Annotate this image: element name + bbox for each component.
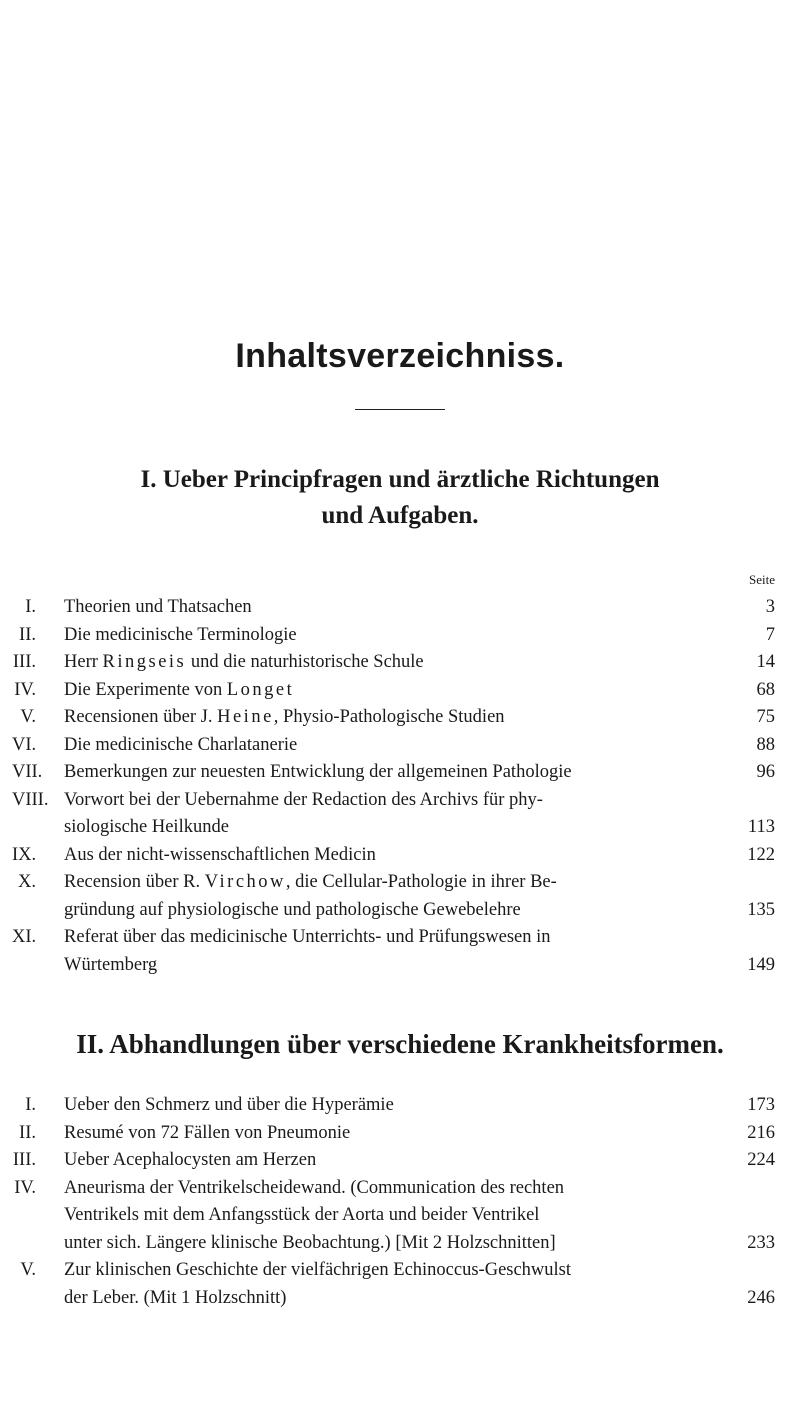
entry-title: Ueber Acephalocysten am Herzen [64, 1150, 317, 1170]
entry-title: Aus der nicht-wissenschaftlichen Medicin [64, 844, 376, 865]
entry-title-part: Die Experimente von [64, 679, 227, 700]
title-rule [355, 409, 445, 410]
entry-number: VI. [12, 734, 37, 755]
entry-number: X. [18, 872, 36, 892]
section-2-entries [0, 1092, 800, 1312]
entry-page: 68 [756, 679, 775, 700]
entry-title-line: Referat über das medicinische Unterrichts- und Prüfungswesen in [64, 927, 551, 947]
entry-page: 233 [747, 1232, 775, 1253]
entry-number: II. [19, 1122, 36, 1143]
entry-title-line: Ventrikels mit dem Anfangsstück der Aorta und beider Ventrikel [64, 1205, 540, 1225]
entry-title [64, 704, 704, 732]
toc-entry [0, 622, 800, 650]
entry-title [64, 869, 704, 924]
entry-title: Bemerkungen zur neuesten Entwicklung der allgemeinen Pathologie [64, 762, 572, 782]
entry-number: VII. [12, 762, 43, 782]
toc-entry [0, 1120, 800, 1148]
entry-number: I. [25, 597, 36, 617]
toc-entry [0, 1092, 800, 1120]
entry-number: VIII. [12, 789, 49, 810]
entry-title-line: Vorwort bei der Uebernahme der Redaction des Archivs für phy- [64, 789, 543, 810]
entry-title: Ueber den Schmerz und über die Hyperämie [64, 1095, 394, 1115]
entry-number: IV. [14, 679, 36, 700]
entry-page: 149 [747, 954, 775, 975]
entry-title-line: Würtemberg [64, 954, 158, 975]
entry-title-spaced-name: Virchow [204, 872, 286, 892]
entry-title-line: Zur klinischen Geschichte der vielfächrigen Echinoccus-Geschwulst [64, 1260, 572, 1280]
entry-number: XI. [12, 927, 37, 947]
entry-page: 173 [747, 1095, 775, 1115]
entry-number: I. [25, 1095, 36, 1115]
entry-title-line: der Leber. (Mit 1 Holzschnitt) [64, 1287, 287, 1308]
entry-title-line: Aneurisma der Ventrikelscheidewand. (Communication des rechten [64, 1177, 565, 1198]
entry-number: III. [12, 1150, 36, 1170]
entry-title: Theorien und Thatsachen [64, 597, 252, 617]
entry-number: IV. [14, 1177, 36, 1198]
entry-title-part: und die naturhistorische Schule [186, 652, 424, 672]
entry-title-spaced-name: Longet [226, 679, 295, 700]
entry-title: Die medicinische Terminologie [64, 624, 297, 645]
toc-entry [0, 677, 800, 705]
toc-entry [0, 759, 800, 787]
entry-title-part: , Physio-Pathologische Studien [273, 707, 505, 727]
entry-page: 135 [747, 899, 775, 920]
page-title: Inhaltsverzeichniss. [235, 337, 565, 375]
entry-page: 75 [756, 707, 775, 727]
entry-number: II. [19, 624, 36, 645]
section-1-heading-line-1: I. Ueber Principfragen und ärztliche Richtungen [140, 466, 660, 493]
entry-title-line [64, 869, 704, 897]
entry-title [64, 1175, 704, 1258]
toc-entry [0, 1147, 800, 1175]
entry-page: 224 [747, 1150, 775, 1170]
section-1-entries [0, 594, 800, 979]
entry-title-line: gründung auf physiologische und pathologische Gewebelehre [64, 899, 521, 920]
entry-title [64, 1257, 704, 1312]
entry-title-line: siologische Heilkunde [64, 817, 229, 837]
entry-number: V. [20, 1260, 36, 1280]
entry-title-part: , die Cellular-Pathologie in ihrer Be- [285, 872, 557, 892]
entry-title [64, 787, 704, 842]
entry-title-part: Recensionen über J. [64, 707, 218, 727]
entry-number: III. [12, 652, 36, 672]
toc-entry [0, 842, 800, 870]
toc-entry [0, 594, 800, 622]
toc-entry [0, 649, 800, 677]
entry-title-spaced-name: Heine [217, 707, 274, 727]
entry-title-spaced-name: Ringseis [102, 652, 187, 672]
toc-entry [0, 869, 800, 924]
entry-page: 14 [756, 652, 775, 672]
entry-page: 216 [747, 1122, 775, 1143]
entry-title-line: unter sich. Längere klinische Beobachtung.) [Mit 2 Holzschnitten] [64, 1232, 556, 1253]
entry-title: Die medicinische Charlatanerie [64, 734, 298, 755]
entry-page: 7 [765, 624, 775, 645]
entry-title-part: Recension über R. [64, 872, 205, 892]
entry-page: 113 [747, 817, 775, 837]
toc-entry [0, 704, 800, 732]
toc-entry [0, 1257, 800, 1312]
toc-entry [0, 787, 800, 842]
seite-label: Seite [749, 572, 775, 587]
entry-number: V. [20, 707, 36, 727]
entry-page: 88 [756, 734, 775, 755]
toc-entry [0, 1175, 800, 1258]
entry-title [64, 649, 704, 677]
entry-title-part: Herr [64, 652, 103, 672]
entry-page: 3 [765, 597, 775, 617]
toc-entry [0, 732, 800, 760]
section-2-heading: II. Abhandlungen über verschiedene Krankheitsformen. [76, 1029, 724, 1059]
entry-page: 246 [747, 1287, 775, 1308]
entry-title: Resumé von 72 Fällen von Pneumonie [64, 1122, 351, 1143]
section-1-heading [100, 462, 700, 534]
toc-entry [0, 924, 800, 979]
entry-page: 122 [747, 844, 775, 865]
section-1-heading-line-2: und Aufgaben. [321, 502, 479, 529]
entry-page: 96 [756, 762, 775, 782]
entry-title [64, 677, 704, 705]
entry-number: IX. [12, 844, 37, 865]
entry-title [64, 924, 704, 979]
